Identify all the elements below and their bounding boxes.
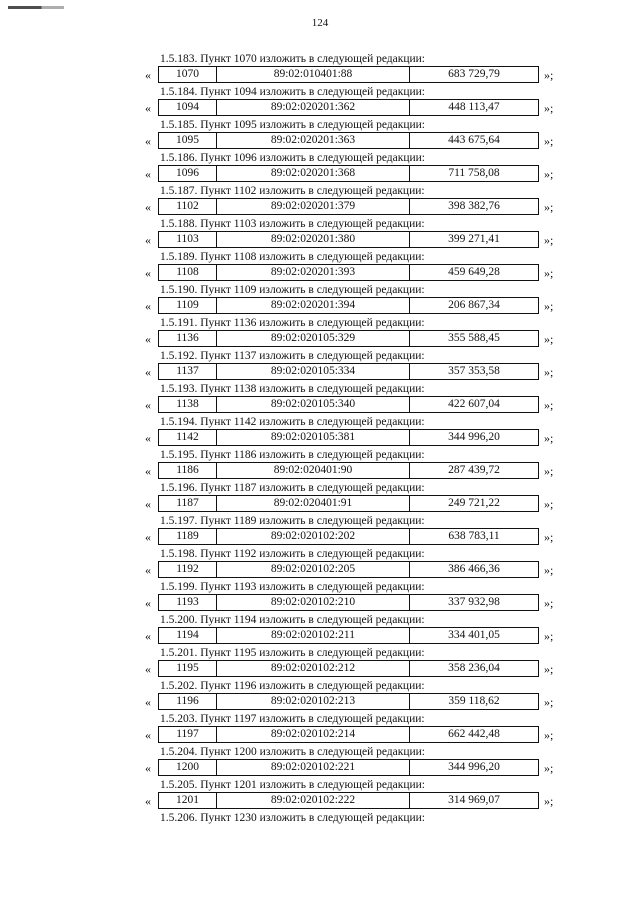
- amendment-entry: [0, 547, 640, 580]
- table-row-line: [0, 231, 640, 248]
- cell-cadastral-number: 89:02:020105:340: [217, 397, 410, 412]
- opening-quote: «: [145, 431, 151, 445]
- closing-quote: »;: [544, 695, 554, 709]
- cell-number: 1137: [159, 364, 217, 379]
- closing-quote: »;: [544, 233, 554, 247]
- cell-value: 638 783,11: [448, 530, 500, 542]
- table-row-line: [0, 99, 640, 116]
- table-row-line: [0, 330, 640, 347]
- amendment-entry: [0, 382, 640, 415]
- amendment-entry: [0, 85, 640, 118]
- cell-cadastral-number: 89:02:020102:211: [217, 628, 410, 643]
- cell-value: 206 867,34: [448, 299, 500, 311]
- table-row-line: [0, 495, 640, 512]
- cell-number: 1201: [159, 793, 217, 808]
- cell-number: 1193: [159, 595, 217, 610]
- cell-cadastral-number: 89:02:020201:394: [217, 298, 410, 313]
- cell-cadastral-number: 89:02:020201:380: [217, 232, 410, 247]
- cell-number: 1194: [159, 628, 217, 643]
- table-row-line: [0, 198, 640, 215]
- opening-quote: «: [145, 761, 151, 775]
- cell-value: 398 382,76: [448, 200, 500, 212]
- data-table: [158, 330, 539, 347]
- closing-quote: »;: [544, 332, 554, 346]
- cell-value: 683 729,79: [448, 68, 500, 80]
- data-table: [158, 264, 539, 281]
- amendment-heading: 1.5.189. Пункт 1108 изложить в следующей редакции:: [160, 251, 425, 263]
- cell-number: 1136: [159, 331, 217, 346]
- cell-cadastral-number: 89:02:010401:88: [217, 67, 410, 82]
- opening-quote: «: [145, 101, 151, 115]
- data-table: [158, 363, 539, 380]
- closing-quote: »;: [544, 167, 554, 181]
- cell-cadastral-number: 89:02:020201:393: [217, 265, 410, 280]
- closing-quote: »;: [544, 398, 554, 412]
- closing-quote: »;: [544, 662, 554, 676]
- cell-number: 1108: [159, 265, 217, 280]
- closing-quote: »;: [544, 200, 554, 214]
- amendment-heading: 1.5.200. Пункт 1194 изложить в следующей редакции:: [160, 614, 425, 626]
- opening-quote: «: [145, 365, 151, 379]
- amendment-heading: 1.5.184. Пункт 1094 изложить в следующей редакции:: [160, 86, 425, 98]
- closing-quote: »;: [544, 728, 554, 742]
- table-row-line: [0, 462, 640, 479]
- amendment-entry: [0, 580, 640, 613]
- cell-number: 1189: [159, 529, 217, 544]
- cell-value: 344 996,20: [448, 431, 500, 443]
- cell-number: 1186: [159, 463, 217, 478]
- amendment-entry: [0, 415, 640, 448]
- amendment-heading: 1.5.204. Пункт 1200 изложить в следующей редакции:: [160, 746, 425, 758]
- cell-value: 357 353,58: [448, 365, 500, 377]
- cell-cadastral-number: 89:02:020105:329: [217, 331, 410, 346]
- opening-quote: «: [145, 662, 151, 676]
- cell-number: 1103: [159, 232, 217, 247]
- cell-value: 334 401,05: [448, 629, 500, 641]
- cell-value: 711 758,08: [448, 167, 500, 179]
- table-row-line: [0, 660, 640, 677]
- amendment-entry: [0, 118, 640, 151]
- cell-value: 314 969,07: [448, 794, 500, 806]
- data-table: [158, 429, 539, 446]
- amendment-heading: 1.5.195. Пункт 1186 изложить в следующей редакции:: [160, 449, 425, 461]
- data-table: [158, 198, 539, 215]
- amendment-heading: 1.5.196. Пункт 1187 изложить в следующей редакции:: [160, 482, 425, 494]
- amendment-heading: 1.5.198. Пункт 1192 изложить в следующей редакции:: [160, 548, 425, 560]
- cell-value: 249 721,22: [448, 497, 500, 509]
- data-table: [158, 792, 539, 809]
- cell-value: 355 588,45: [448, 332, 500, 344]
- closing-quote: »;: [544, 134, 554, 148]
- data-table: [158, 627, 539, 644]
- table-row-line: [0, 396, 640, 413]
- amendment-heading: 1.5.185. Пункт 1095 изложить в следующей редакции:: [160, 119, 425, 131]
- table-row-line: [0, 693, 640, 710]
- opening-quote: «: [145, 596, 151, 610]
- cell-cadastral-number: 89:02:020201:368: [217, 166, 410, 181]
- cell-cadastral-number: 89:02:020201:363: [217, 133, 410, 148]
- opening-quote: «: [145, 695, 151, 709]
- amendment-heading: 1.5.194. Пункт 1142 изложить в следующей редакции:: [160, 416, 425, 428]
- cell-number: 1138: [159, 397, 217, 412]
- table-row-line: [0, 792, 640, 809]
- amendment-heading: 1.5.197. Пункт 1189 изложить в следующей редакции:: [160, 515, 425, 527]
- cell-value: 337 932,98: [448, 596, 500, 608]
- closing-quote: »;: [544, 596, 554, 610]
- amendment-heading: 1.5.190. Пункт 1109 изложить в следующей редакции:: [160, 284, 425, 296]
- cell-value: 344 996,20: [448, 761, 500, 773]
- opening-quote: «: [145, 200, 151, 214]
- opening-quote: «: [145, 134, 151, 148]
- amendment-entry: [0, 778, 640, 811]
- opening-quote: «: [145, 68, 151, 82]
- cell-number: 1109: [159, 298, 217, 313]
- data-table: [158, 66, 539, 83]
- amendment-heading: 1.5.193. Пункт 1138 изложить в следующей редакции:: [160, 383, 425, 395]
- table-row-line: [0, 264, 640, 281]
- cell-cadastral-number: 89:02:020105:334: [217, 364, 410, 379]
- data-table: [158, 165, 539, 182]
- data-table: [158, 759, 539, 776]
- amendment-heading: 1.5.206. Пункт 1230 изложить в следующей редакции:: [160, 812, 425, 824]
- table-row-line: [0, 429, 640, 446]
- data-table: [158, 462, 539, 479]
- amendment-heading: 1.5.201. Пункт 1195 изложить в следующей редакции:: [160, 647, 425, 659]
- data-table: [158, 396, 539, 413]
- amendment-heading: 1.5.202. Пункт 1196 изложить в следующей редакции:: [160, 680, 425, 692]
- cell-cadastral-number: 89:02:020102:202: [217, 529, 410, 544]
- opening-quote: «: [145, 464, 151, 478]
- cell-cadastral-number: 89:02:020102:222: [217, 793, 410, 808]
- cell-value: 358 236,04: [448, 662, 500, 674]
- scan-mark: [8, 6, 64, 9]
- amendment-entry: [0, 349, 640, 382]
- closing-quote: »;: [544, 761, 554, 775]
- data-table: [158, 231, 539, 248]
- opening-quote: «: [145, 794, 151, 808]
- data-table: [158, 594, 539, 611]
- opening-quote: «: [145, 233, 151, 247]
- cell-cadastral-number: 89:02:020102:214: [217, 727, 410, 742]
- cell-value: 359 118,62: [448, 695, 500, 707]
- amendment-entry: [0, 745, 640, 778]
- table-row-line: [0, 132, 640, 149]
- amendment-entry: [0, 316, 640, 349]
- cell-number: 1095: [159, 133, 217, 148]
- closing-quote: »;: [544, 497, 554, 511]
- closing-quote: »;: [544, 629, 554, 643]
- cell-number: 1196: [159, 694, 217, 709]
- table-row-line: [0, 165, 640, 182]
- data-table: [158, 132, 539, 149]
- cell-number: 1195: [159, 661, 217, 676]
- table-row-line: [0, 594, 640, 611]
- amendment-entry: [0, 283, 640, 316]
- data-table: [158, 297, 539, 314]
- amendments-list: [0, 52, 640, 827]
- amendment-entry: [0, 679, 640, 712]
- closing-quote: »;: [544, 266, 554, 280]
- opening-quote: «: [145, 497, 151, 511]
- cell-value: 287 439,72: [448, 464, 500, 476]
- data-table: [158, 99, 539, 116]
- cell-cadastral-number: 89:02:020102:221: [217, 760, 410, 775]
- table-row-line: [0, 726, 640, 743]
- cell-number: 1142: [159, 430, 217, 445]
- amendment-entry: [0, 514, 640, 547]
- opening-quote: «: [145, 332, 151, 346]
- closing-quote: »;: [544, 431, 554, 445]
- table-row-line: [0, 528, 640, 545]
- cell-value: 443 675,64: [448, 134, 500, 146]
- closing-quote: »;: [544, 101, 554, 115]
- cell-number: 1102: [159, 199, 217, 214]
- table-row-line: [0, 759, 640, 776]
- opening-quote: «: [145, 167, 151, 181]
- amendment-heading: 1.5.183. Пункт 1070 изложить в следующей редакции:: [160, 53, 425, 65]
- amendment-entry: [0, 712, 640, 745]
- data-table: [158, 561, 539, 578]
- amendment-entry: [0, 217, 640, 250]
- amendment-heading: 1.5.205. Пункт 1201 изложить в следующей редакции:: [160, 779, 425, 791]
- opening-quote: «: [145, 266, 151, 280]
- amendment-entry: [0, 151, 640, 184]
- cell-value: 662 442,48: [448, 728, 500, 740]
- cell-number: 1197: [159, 727, 217, 742]
- closing-quote: »;: [544, 68, 554, 82]
- cell-value: 399 271,41: [448, 233, 500, 245]
- cell-cadastral-number: 89:02:020105:381: [217, 430, 410, 445]
- amendment-entry: [0, 811, 640, 827]
- page-number: 124: [311, 17, 329, 29]
- amendment-entry: [0, 52, 640, 85]
- cell-number: 1070: [159, 67, 217, 82]
- amendment-heading: 1.5.192. Пункт 1137 изложить в следующей редакции:: [160, 350, 425, 362]
- amendment-entry: [0, 250, 640, 283]
- closing-quote: »;: [544, 530, 554, 544]
- opening-quote: «: [145, 563, 151, 577]
- opening-quote: «: [145, 398, 151, 412]
- cell-value: 422 607,04: [448, 398, 500, 410]
- cell-cadastral-number: 89:02:020102:210: [217, 595, 410, 610]
- amendment-entry: [0, 646, 640, 679]
- amendment-heading: 1.5.187. Пункт 1102 изложить в следующей редакции:: [160, 185, 425, 197]
- table-row-line: [0, 363, 640, 380]
- amendment-heading: 1.5.186. Пункт 1096 изложить в следующей редакции:: [160, 152, 425, 164]
- cell-cadastral-number: 89:02:020102:213: [217, 694, 410, 709]
- cell-number: 1192: [159, 562, 217, 577]
- cell-value: 386 466,36: [448, 563, 500, 575]
- cell-cadastral-number: 89:02:020401:91: [217, 496, 410, 511]
- opening-quote: «: [145, 629, 151, 643]
- amendment-heading: 1.5.191. Пункт 1136 изложить в следующей редакции:: [160, 317, 425, 329]
- data-table: [158, 495, 539, 512]
- closing-quote: »;: [544, 464, 554, 478]
- table-row-line: [0, 561, 640, 578]
- amendment-heading: 1.5.203. Пункт 1197 изложить в следующей редакции:: [160, 713, 425, 725]
- cell-number: 1094: [159, 100, 217, 115]
- cell-cadastral-number: 89:02:020201:379: [217, 199, 410, 214]
- amendment-heading: 1.5.199. Пункт 1193 изложить в следующей редакции:: [160, 581, 425, 593]
- table-row-line: [0, 627, 640, 644]
- amendment-entry: [0, 448, 640, 481]
- data-table: [158, 693, 539, 710]
- amendment-entry: [0, 613, 640, 646]
- cell-cadastral-number: 89:02:020201:362: [217, 100, 410, 115]
- cell-number: 1096: [159, 166, 217, 181]
- closing-quote: »;: [544, 563, 554, 577]
- cell-cadastral-number: 89:02:020401:90: [217, 463, 410, 478]
- amendment-entry: [0, 184, 640, 217]
- data-table: [158, 528, 539, 545]
- cell-cadastral-number: 89:02:020102:212: [217, 661, 410, 676]
- cell-value: 459 649,28: [448, 266, 500, 278]
- amendment-heading: 1.5.188. Пункт 1103 изложить в следующей редакции:: [160, 218, 425, 230]
- cell-number: 1200: [159, 760, 217, 775]
- opening-quote: «: [145, 299, 151, 313]
- opening-quote: «: [145, 530, 151, 544]
- closing-quote: »;: [544, 794, 554, 808]
- table-row-line: [0, 66, 640, 83]
- amendment-entry: [0, 481, 640, 514]
- closing-quote: »;: [544, 365, 554, 379]
- data-table: [158, 726, 539, 743]
- data-table: [158, 660, 539, 677]
- table-row-line: [0, 297, 640, 314]
- cell-number: 1187: [159, 496, 217, 511]
- cell-value: 448 113,47: [448, 101, 500, 113]
- cell-cadastral-number: 89:02:020102:205: [217, 562, 410, 577]
- closing-quote: »;: [544, 299, 554, 313]
- opening-quote: «: [145, 728, 151, 742]
